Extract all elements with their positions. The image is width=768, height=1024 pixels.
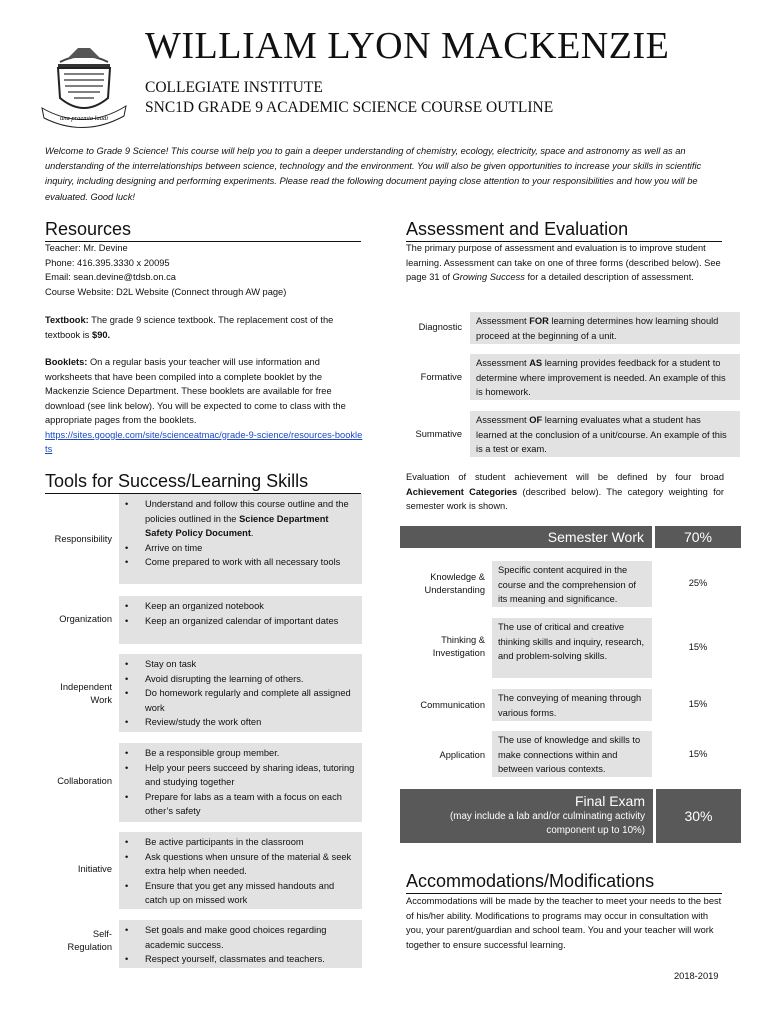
assessment-box-formative: Assessment AS learning provides feedback for a student to determine where improvement is needed. An example of this is homework. bbox=[470, 354, 740, 400]
tools-heading: Tools for Success/Learning Skills bbox=[45, 471, 361, 494]
assessment-label-diagnostic: Diagnostic bbox=[418, 322, 462, 332]
accommodations-paragraph: Accommodations will be made by the teacher to meet your needs to the best of his/her ability. Modifications to programs may occur in consultation with you, your parent/guardian and school team. You and your teacher will work together to ensure successful learning. bbox=[406, 896, 722, 950]
assessment-label-summative: Summative bbox=[415, 429, 462, 439]
resources-contact bbox=[45, 241, 363, 299]
intro-paragraph: Welcome to Grade 9 Science! This course will help you to gain a deeper understanding of chemistry, ecology, electricity, space and astronomy as well as an understanding of the interrelationships between science, technology and the environment. You will also be given opportunities to increase your skills in scientific inquiry, including designing and performing experiments. Please read the following document paying close attention to your responsibilities and how you will be evaluated. Good luck! bbox=[45, 146, 702, 202]
skill-label-responsibility: Responsibility bbox=[54, 534, 112, 544]
skill-label-collaboration: Collaboration bbox=[57, 776, 112, 786]
skill-box-responsibility bbox=[119, 494, 362, 584]
booklets-label: Booklets: bbox=[45, 357, 88, 367]
list-item: • Ask questions when unsure of the material & seek extra help when needed. bbox=[145, 850, 358, 879]
teacher-email: Email: sean.devine@tdsb.on.ca bbox=[45, 272, 176, 282]
category-label-application: Application bbox=[439, 750, 485, 760]
course-title: SNC1D GRADE 9 ACADEMIC SCIENCE COURSE OUTLINE bbox=[145, 99, 554, 116]
list-item: • Set goals and make good choices regarding academic success. bbox=[145, 923, 358, 952]
skill-box-organization bbox=[119, 596, 362, 644]
category-desc-application: The use of knowledge and skills to make connections within and between various contexts. bbox=[492, 731, 652, 777]
list-item: • Review/study the work often bbox=[145, 715, 358, 730]
skill-label-independent-work: Independent Work bbox=[60, 682, 112, 705]
final-exam-label: Final Exam bbox=[574, 793, 645, 809]
category-label-thinking: Thinking & Investigation bbox=[432, 635, 485, 658]
textbook-cost: $90. bbox=[92, 329, 111, 340]
category-weight-application: 15% bbox=[688, 749, 708, 759]
crest-motto: una praemia laudi bbox=[59, 115, 109, 122]
skill-label-initiative: Initiative bbox=[77, 864, 112, 874]
textbook-label: Textbook: bbox=[45, 315, 89, 325]
textbook-text: The grade 9 science textbook. The replacement cost of the textbook is bbox=[45, 315, 334, 340]
category-desc-thinking: The use of critical and creative thinking skills and inquiry, research, and problem-solving skills. bbox=[492, 618, 652, 678]
list-item: • Respect yourself, classmates and teachers. bbox=[145, 952, 358, 967]
list-item: • Understand and follow this course outline and the policies outlined in the Science Department Safety Policy Document. bbox=[145, 497, 358, 541]
school-year: 2018-2019 bbox=[674, 971, 719, 981]
assessment-box-diagnostic: Assessment FOR learning determines how learning should proceed at the beginning of a unit. bbox=[470, 312, 740, 344]
semester-work-label: Semester Work bbox=[400, 526, 652, 548]
school-subtitle: COLLEGIATE INSTITUTE bbox=[145, 79, 323, 96]
final-exam-note: (may include a lab and/or culminating activity component up to 10%) bbox=[450, 811, 645, 836]
list-item: • Do homework regularly and complete all assigned work bbox=[145, 686, 358, 715]
list-item: • Help your peers succeed by sharing ideas, tutoring and studying together bbox=[145, 761, 358, 790]
list-item: • Keep an organized notebook bbox=[145, 599, 358, 614]
textbook-paragraph bbox=[45, 313, 363, 342]
list-item: • Stay on task bbox=[145, 657, 358, 672]
list-item: • Avoid disrupting the learning of others. bbox=[145, 672, 358, 687]
list-item: • Come prepared to work with all necessary tools bbox=[145, 555, 358, 570]
skill-box-independent-work bbox=[119, 654, 362, 732]
list-item: • Ensure that you get any missed handouts and catch up on missed work bbox=[145, 879, 358, 908]
course-website: Course Website: D2L Website (Connect through AW page) bbox=[45, 286, 287, 297]
booklets-text: On a regular basis your teacher will use information and worksheets that have been compiled into a complete booklet by the Mackenzie Science Department. These booklets are available for free download (see link below). You will be expected to come to class with the appropriate pages from the booklets. bbox=[45, 357, 346, 425]
teacher-phone: Phone: 416.395.3330 x 20095 bbox=[45, 257, 170, 268]
assessment-label-formative: Formative bbox=[420, 372, 462, 382]
category-weight-thinking: 15% bbox=[688, 642, 708, 652]
category-desc-communication: The conveying of meaning through various forms. bbox=[492, 689, 652, 721]
booklets-paragraph bbox=[45, 355, 363, 457]
list-item: • Prepare for labs as a team with a focus on each other’s safety bbox=[145, 790, 358, 819]
category-desc-knowledge: Specific content acquired in the course and the comprehension of its meaning and significance. bbox=[492, 561, 652, 607]
skill-label-organization: Organization bbox=[59, 614, 112, 624]
assessment-box-summative: Assessment OF learning evaluates what a student has learned at the conclusion of a unit/course. An example of this is a test or exam. bbox=[470, 411, 740, 457]
semester-work-percent: 70% bbox=[655, 526, 741, 548]
final-exam-percent: 30% bbox=[656, 789, 741, 843]
resources-heading: Resources bbox=[45, 219, 361, 242]
list-item: • Keep an organized calendar of important dates bbox=[145, 614, 358, 629]
assessment-heading: Assessment and Evaluation bbox=[406, 219, 722, 242]
skill-label-self-regulation: Self-Regulation bbox=[67, 929, 112, 952]
final-exam-box bbox=[400, 789, 653, 843]
skill-box-collaboration bbox=[119, 743, 362, 822]
category-label-knowledge: Knowledge & Understanding bbox=[424, 572, 485, 595]
evaluation-paragraph: Evaluation of student achievement will be defined by four broad Achievement Categories (described below). The category weighting for semester work is shown. bbox=[406, 472, 724, 511]
skill-box-initiative bbox=[119, 832, 362, 909]
list-item: • Be a responsible group member. bbox=[145, 746, 358, 761]
category-label-communication: Communication bbox=[420, 700, 485, 710]
school-crest-logo bbox=[38, 40, 130, 132]
category-weight-communication: 15% bbox=[688, 699, 708, 709]
assessment-intro: The primary purpose of assessment and evaluation is to improve student learning. Assessment can take on one of three forms (described below). See page 31 of Growing Success for a detailed description of assessment. bbox=[406, 243, 721, 282]
list-item: • Be active participants in the classroom bbox=[145, 835, 358, 850]
category-weight-knowledge: 25% bbox=[688, 578, 708, 588]
school-name-title: WILLIAM LYON MACKENZIE bbox=[145, 25, 670, 67]
teacher-name: Teacher: Mr. Devine bbox=[45, 243, 128, 253]
booklets-link[interactable]: https://sites.google.com/site/scienceatmac/grade-9-science/resources-booklets bbox=[45, 429, 363, 454]
accommodations-heading: Accommodations/Modifications bbox=[406, 871, 722, 894]
list-item: • Arrive on time bbox=[145, 541, 358, 556]
skill-box-self-regulation bbox=[119, 920, 362, 968]
